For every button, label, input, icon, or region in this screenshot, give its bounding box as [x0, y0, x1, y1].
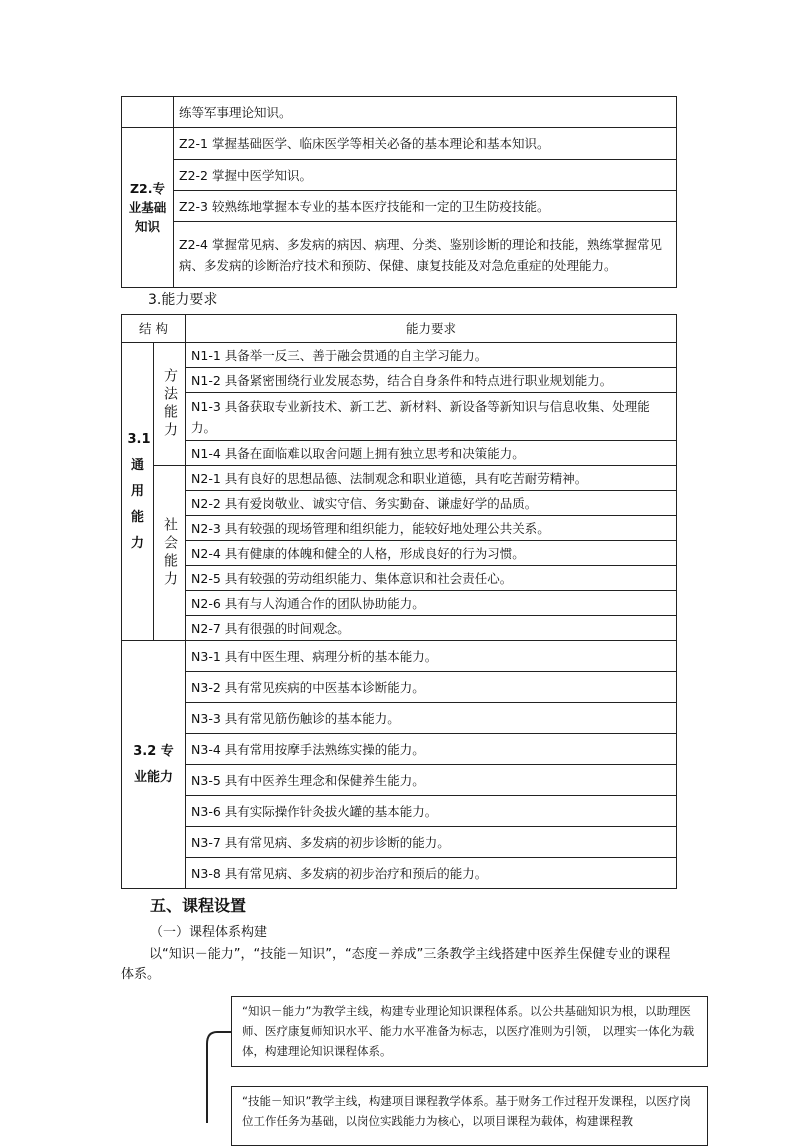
table-cell: Z2-4 掌握常见病、多发病的病因、病理、分类、鉴别诊断的理论和技能，熟练掌握常见病、多发病的诊断治疗技术和预防、保健、康复技能及对急危重症的处理能力。 [174, 222, 677, 288]
table-cell: N3-4 具有常用按摩手法熟练实操的能力。 [186, 734, 677, 765]
table-cell: N2-5 具有较强的劳动组织能力、集体意识和社会责任心。 [186, 566, 677, 591]
g32-label: 3.2 专业能力 [122, 641, 186, 889]
table-cell: Z2-2 掌握中医学知识。 [174, 160, 677, 191]
table-cell: N3-8 具有常见病、多发病的初步治疗和预后的能力。 [186, 858, 677, 889]
section-title: 五、课程设置 [150, 896, 247, 915]
table-cell: N1-2 具备紧密围绕行业发展态势，结合自身条件和特点进行职业规划能力。 [186, 368, 677, 393]
table-cell: N2-3 具有较强的现场管理和组织能力，能较好地处理公共关系。 [186, 516, 677, 541]
table-cell: N3-3 具有常见筋伤触诊的基本能力。 [186, 703, 677, 734]
section-heading: 3.能力要求 [148, 292, 218, 308]
table-cell: N3-7 具有常见病、多发病的初步诊断的能力。 [186, 827, 677, 858]
table-cell: Z2-3 较熟练地掌握本专业的基本医疗技能和一定的卫生防疫技能。 [174, 191, 677, 222]
method-label: 方法能力 [154, 343, 186, 466]
header-struct: 结 构 [122, 315, 186, 343]
table-cell: N3-1 具有中医生理、病理分析的基本能力。 [186, 641, 677, 672]
table-cell: N3-2 具有常见疾病的中医基本诊断能力。 [186, 672, 677, 703]
social-label: 社会能力 [154, 466, 186, 641]
header-req: 能力要求 [186, 315, 677, 343]
table-cell: N1-1 具备举一反三、善于融会贯通的自主学习能力。 [186, 343, 677, 368]
diagram-box-knowledge: “知识－能力”为教学主线，构建专业理论知识课程体系。以公共基础知识为根，以助理医师、医疗康复师知识水平、能力水平准备为标志，以医疗准则为引领， 以理实一体化为载体，构建理论知识课程体系。 [231, 996, 708, 1067]
bracket-connector [195, 1030, 235, 1123]
ability-table [121, 314, 677, 889]
z2-label: Z2.专业基础知识 [122, 128, 174, 288]
knowledge-table [121, 96, 677, 288]
paragraph: 以“知识－能力”，“技能－知识”，“态度－养成”三条教学主线搭建中医养生保健专业的课程体系。 [121, 947, 671, 982]
empty-cell [122, 97, 174, 128]
subsection-title: （一）课程体系构建 [150, 925, 268, 940]
table-cell: N2-2 具有爱岗敬业、诚实守信、务实勤奋、谦虚好学的品质。 [186, 491, 677, 516]
table-cell: N1-4 具备在面临难以取舍问题上拥有独立思考和决策能力。 [186, 441, 677, 466]
table-cell: N1-3 具备获取专业新技术、新工艺、新材料、新设备等新知识与信息收集、处理能力。 [186, 393, 677, 441]
diagram-box-skill: “技能－知识”教学主线，构建项目课程教学体系。基于财务工作过程开发课程，以医疗岗位工作任务为基础，以岗位实践能力为核心，以项目课程为载体，构建课程教 [231, 1086, 708, 1146]
table-cell: N2-4 具有健康的体魄和健全的人格，形成良好的行为习惯。 [186, 541, 677, 566]
g31-label: 3.1 通用能力 [122, 343, 154, 641]
table-cell: N2-1 具有良好的思想品德、法制观念和职业道德，具有吃苦耐劳精神。 [186, 466, 677, 491]
table-cell: 练等军事理论知识。 [174, 97, 677, 128]
table-cell: N2-7 具有很强的时间观念。 [186, 616, 677, 641]
table-cell: N3-6 具有实际操作针灸拔火罐的基本能力。 [186, 796, 677, 827]
table-cell: Z2-1 掌握基础医学、临床医学等相关必备的基本理论和基本知识。 [174, 128, 677, 160]
table-cell: N2-6 具有与人沟通合作的团队协助能力。 [186, 591, 677, 616]
table-cell: N3-5 具有中医养生理念和保健养生能力。 [186, 765, 677, 796]
